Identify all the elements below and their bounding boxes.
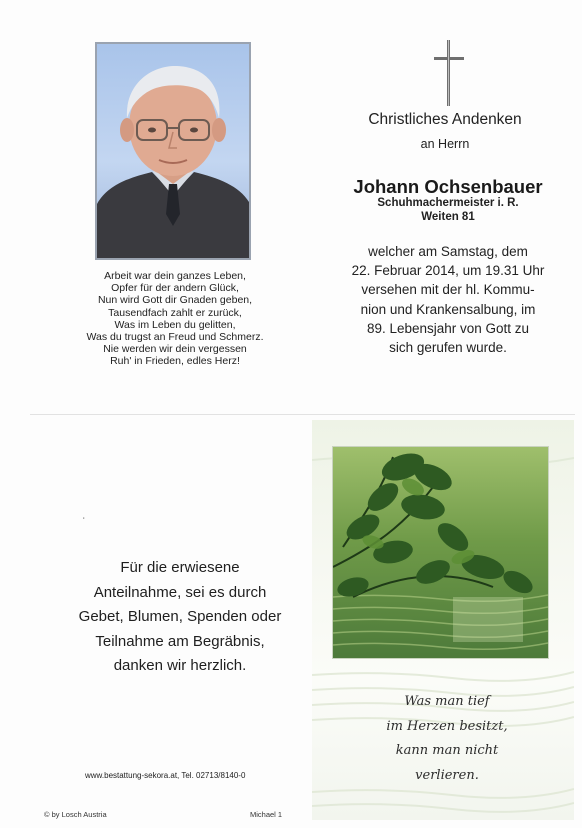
poem-line: Nie werden wir dein vergessen [103,343,247,356]
quote-line: Was man tief [404,694,490,709]
funeral-home-contact: www.bestattung-sekora.at, Tel. 02713/8140-0 [85,771,246,780]
quote-line: im Herzen besitzt, [386,718,508,734]
death-notice [330,242,566,357]
thanks-line: danken wir herzlich. [113,657,247,675]
death-notice-line: sich gerufen wurde. [389,340,507,356]
poem-line: Opfer für der andern Glück, [111,282,239,295]
poem-line: Ruh' in Frieden, edles Herz! [110,355,240,368]
death-notice-line: nion und Krankensalbung, im [360,301,536,317]
thanks-line: Gebet, Blumen, Spenden oder [78,608,282,626]
death-notice-line: 22. Februar 2014, um 19.31 Uhr [351,263,545,279]
quote [372,690,522,788]
deceased-profession: Schuhmachermeister i. R. [377,197,519,209]
fold-divider [30,414,575,415]
cross-icon [434,40,464,111]
copyright-note: © by Losch Austria [44,810,107,819]
death-notice-line: welcher am Samstag, dem [368,244,528,259]
poem-line: Arbeit war dein ganzes Leben, [104,270,246,282]
death-notice-line: versehen mit der hl. Kommu- [361,282,535,298]
nature-photo [332,446,549,659]
poem-line: Tausendfach zahlt er zurück, [108,306,242,319]
thanks-text [70,556,290,679]
thanks-line: Teilnahme am Begräbnis, [95,632,265,650]
thanks-line: Für die erwiesene [120,559,240,576]
quote-line: verlieren. [415,767,479,783]
quote-line: kann man nicht [395,743,499,758]
death-notice-line: 89. Lebensjahr von Gott zu [366,320,530,336]
salutation: an Herrn [420,137,470,151]
poem-line: Was du trugst an Freud und Schmerz. [86,331,264,344]
poem [62,270,288,368]
stray-mark: ˌ [82,508,86,520]
card-heading: Christliches Andenken [368,111,522,128]
deceased-name: Johann Ochsenbauer [353,176,543,197]
card-model: Michael 1 [250,810,283,819]
poem-line: Was im Leben du gelitten, [114,318,236,331]
thanks-line: Anteilnahme, sei es durch [93,583,267,601]
portrait-photo [95,42,251,260]
poem-line: Nun wird Gott dir Gnaden geben, [97,294,253,307]
deceased-address: Weiten 81 [421,211,475,223]
